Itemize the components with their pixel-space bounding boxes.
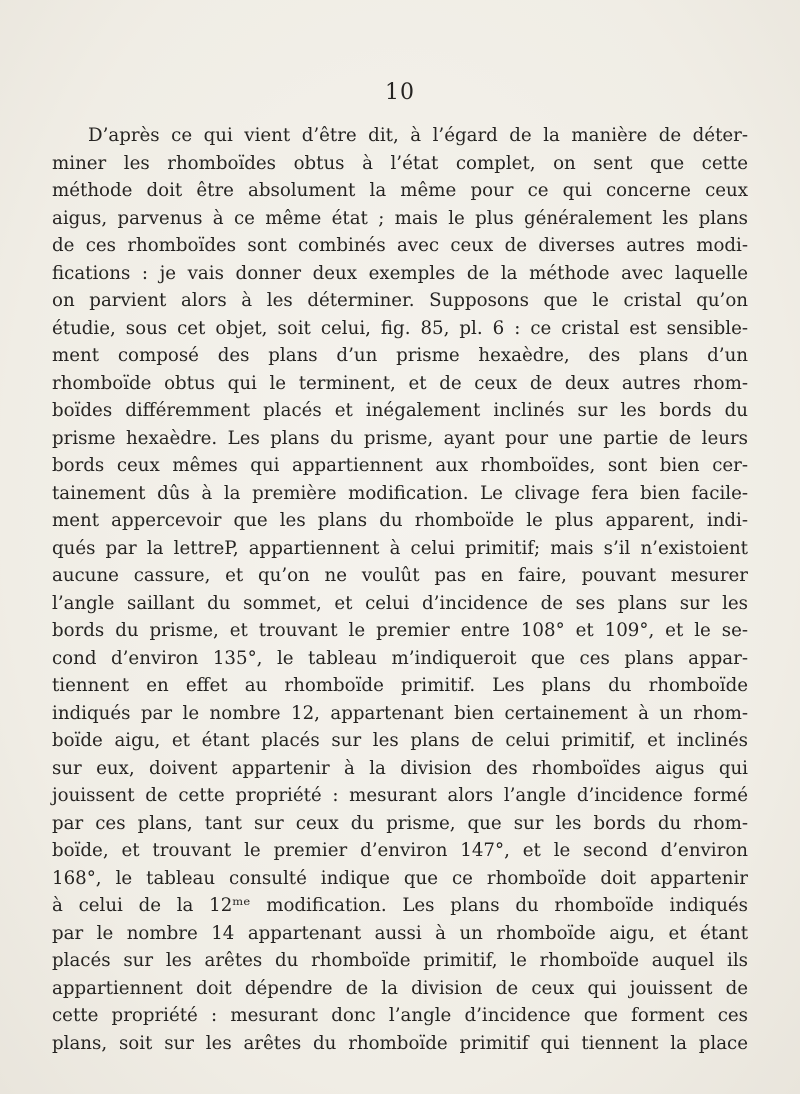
text-line: tiennent en effet au rhomboïde primitif. Les plans du rhomboïde bbox=[52, 675, 748, 696]
text-line: qués par la lettreP, appartiennent à celui primitif; mais s’il n’existoient bbox=[52, 537, 748, 559]
text-line: aigus, parvenus à ce même état ; mais le plus généralement les plans bbox=[52, 207, 748, 229]
text-line: fications : je vais donner deux exemples de la méthode avec laquelle bbox=[52, 262, 748, 284]
text-line: par le nombre 14 appartenant aussi à un rhomboïde aigu, et étant bbox=[52, 922, 748, 944]
text-line: indiqués par le nombre 12, appartenant bien certainement à un rhom- bbox=[52, 702, 748, 724]
text-line: bords du prisme, et trouvant le premier entre 108° et 109°, et le se- bbox=[52, 620, 748, 641]
text-line: étudie, sous cet objet, soit celui, fig. 85, pl. 6 : ce cristal est sensible- bbox=[52, 317, 748, 339]
text-line: ment composé des plans d’un prisme hexaèdre, des plans d’un bbox=[52, 345, 748, 366]
text-line: 168°, le tableau consulté indique que ce rhomboïde doit appartenir bbox=[52, 867, 748, 889]
text-line: sur eux, doivent appartenir à la division des rhomboïdes aigus qui bbox=[52, 757, 748, 779]
text-line: boïde, et trouvant le premier d’environ 147°, et le second d’environ bbox=[52, 840, 748, 861]
text-line: rhomboïde obtus qui le terminent, et de ceux de deux autres rhom- bbox=[52, 372, 748, 394]
text-line: appartiennent doit dépendre de la division de ceux qui jouissent de bbox=[52, 977, 748, 999]
text-line: on parvient alors à les déterminer. Supposons que le cristal qu’on bbox=[52, 290, 748, 311]
text-line: prisme hexaèdre. Les plans du prisme, ayant pour une partie de leurs bbox=[52, 427, 748, 449]
text-line: méthode doit être absolument la même pour ce qui concerne ceux bbox=[52, 180, 748, 201]
text-line: boïdes différemment placés et inégalement inclinés sur les bords du bbox=[52, 400, 748, 421]
text-line: placés sur les arêtes du rhomboïde primitif, le rhomboïde auquel ils bbox=[52, 950, 748, 971]
text-line: boïde aigu, et étant placés sur les plans de celui primitif, et inclinés bbox=[52, 730, 748, 751]
text-line: jouissent de cette propriété : mesurant alors l’angle d’incidence formé bbox=[52, 785, 748, 806]
text-line: l’angle saillant du sommet, et celui d’incidence de ses plans sur les bbox=[52, 592, 748, 614]
text-line: bords ceux mêmes qui appartiennent aux rhomboïdes, sont bien cer- bbox=[52, 455, 748, 476]
text-line: à celui de la 12ᵐᵉ modification. Les plans du rhomboïde indiqués bbox=[52, 895, 748, 916]
text-line: cond d’environ 135°, le tableau m’indiqueroit que ces plans appar- bbox=[52, 647, 748, 669]
page-number: 10 bbox=[385, 80, 415, 105]
text-line: miner les rhomboïdes obtus à l’état complet, on sent que cette bbox=[52, 152, 748, 174]
text-line: plans, soit sur les arêtes du rhomboïde primitif qui tiennent la place bbox=[52, 1032, 748, 1054]
text-line: de ces rhomboïdes sont combinés avec ceux de diverses autres modi- bbox=[52, 235, 748, 256]
text-line: par ces plans, tant sur ceux du prisme, que sur les bords du rhom- bbox=[52, 812, 748, 834]
text-line: D’après ce qui vient d’être dit, à l’égard de la manière de déter- bbox=[88, 125, 748, 146]
text-line: aucune cassure, et qu’on ne voulût pas en faire, pouvant mesurer bbox=[52, 565, 748, 586]
text-line: ment appercevoir que les plans du rhomboïde le plus apparent, indi- bbox=[52, 510, 748, 531]
text-line: cette propriété : mesurant donc l’angle d’incidence que forment ces bbox=[52, 1005, 748, 1026]
body-paragraph bbox=[52, 122, 748, 1057]
text-line: tainement dûs à la première modification. Le clivage fera bien facile- bbox=[52, 482, 748, 504]
